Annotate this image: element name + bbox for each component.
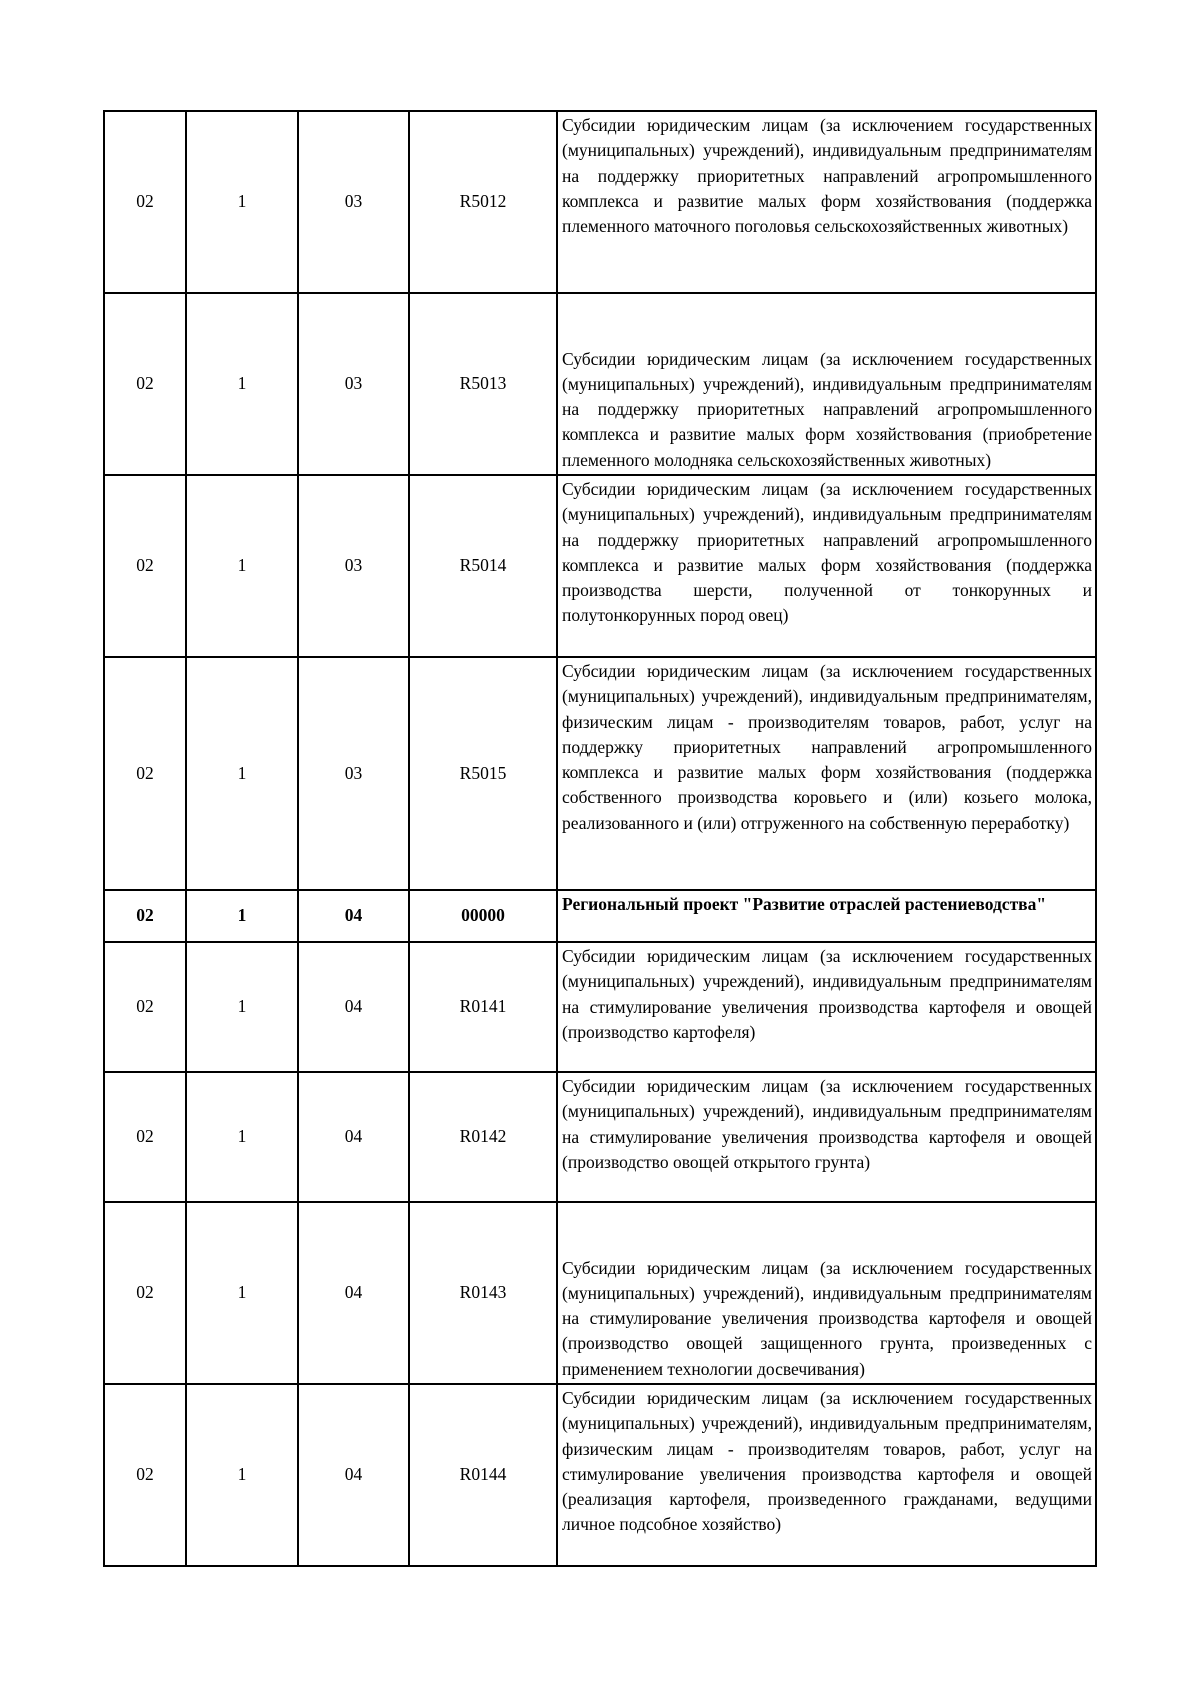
event-code-cell: 04 bbox=[298, 1384, 409, 1566]
event-code-cell: 04 bbox=[298, 890, 409, 942]
subprogram-code-cell: 1 bbox=[186, 1072, 298, 1202]
description-cell: Субсидии юридическим лицам (за исключением государственных (муниципальных) учреждений), индивидуальным предпринимателям на стимулирование увеличения производства картофеля и овощей (производство овощей открытого грунта) bbox=[557, 1072, 1096, 1202]
subprogram-code-cell: 1 bbox=[186, 293, 298, 475]
direction-code-cell: R5012 bbox=[409, 111, 557, 293]
event-code-cell: 04 bbox=[298, 942, 409, 1072]
program-code-cell: 02 bbox=[104, 657, 186, 890]
event-code-cell: 03 bbox=[298, 111, 409, 293]
program-code-cell: 02 bbox=[104, 942, 186, 1072]
program-code-cell: 02 bbox=[104, 111, 186, 293]
direction-code-cell: R0141 bbox=[409, 942, 557, 1072]
program-code-cell: 02 bbox=[104, 293, 186, 475]
program-code-cell: 02 bbox=[104, 890, 186, 942]
subprogram-code-cell: 1 bbox=[186, 111, 298, 293]
direction-code-cell: R0144 bbox=[409, 1384, 557, 1566]
direction-code-cell: 00000 bbox=[409, 890, 557, 942]
event-code-cell: 03 bbox=[298, 475, 409, 657]
description-cell: Субсидии юридическим лицам (за исключением государственных (муниципальных) учреждений), индивидуальным предпринимателям на поддержку приоритетных направлений агропромышленного комплекса и развитие малых форм хозяйствования (поддержка племенного маточного поголовья сельскохозяйственных животных) bbox=[557, 111, 1096, 293]
table-row bbox=[104, 293, 1096, 475]
subprogram-code-cell: 1 bbox=[186, 942, 298, 1072]
direction-code-cell: R5013 bbox=[409, 293, 557, 475]
table-row bbox=[104, 475, 1096, 657]
table-row bbox=[104, 942, 1096, 1072]
program-code-cell: 02 bbox=[104, 475, 186, 657]
direction-code-cell: R5015 bbox=[409, 657, 557, 890]
description-cell: Субсидии юридическим лицам (за исключением государственных (муниципальных) учреждений), индивидуальным предпринимателям на стимулирование увеличения производства картофеля и овощей (производство овощей защищенного грунта, произведенных с применением технологии досвечивания) bbox=[557, 1202, 1096, 1384]
direction-code-cell: R0142 bbox=[409, 1072, 557, 1202]
event-code-cell: 04 bbox=[298, 1202, 409, 1384]
table-row bbox=[104, 1384, 1096, 1566]
description-cell: Субсидии юридическим лицам (за исключением государственных (муниципальных) учреждений), индивидуальным предпринимателям на поддержку приоритетных направлений агропромышленного комплекса и развитие малых форм хозяйствования (приобретение племенного молодняка сельскохозяйственных животных) bbox=[557, 293, 1096, 475]
description-cell: Субсидии юридическим лицам (за исключением государственных (муниципальных) учреждений), индивидуальным предпринимателям на стимулирование увеличения производства картофеля и овощей (производство картофеля) bbox=[557, 942, 1096, 1072]
table-row bbox=[104, 1072, 1096, 1202]
description-cell: Субсидии юридическим лицам (за исключением государственных (муниципальных) учреждений), индивидуальным предпринимателям, физическим лицам - производителям товаров, работ, услуг на стимулирование увеличения производства картофеля и овощей (реализация картофеля, произведенного гражданами, ведущими личное подсобное хозяйство) bbox=[557, 1384, 1096, 1566]
description-cell: Региональный проект "Развитие отраслей растениеводства" bbox=[557, 890, 1096, 942]
direction-code-cell: R0143 bbox=[409, 1202, 557, 1384]
program-code-cell: 02 bbox=[104, 1072, 186, 1202]
event-code-cell: 03 bbox=[298, 657, 409, 890]
event-code-cell: 04 bbox=[298, 1072, 409, 1202]
budget-classification-table bbox=[103, 110, 1097, 1567]
program-code-cell: 02 bbox=[104, 1384, 186, 1566]
subprogram-code-cell: 1 bbox=[186, 890, 298, 942]
description-cell: Субсидии юридическим лицам (за исключением государственных (муниципальных) учреждений), индивидуальным предпринимателям, физическим лицам - производителям товаров, работ, услуг на поддержку приоритетных направлений агропромышленного комплекса и развитие малых форм хозяйствования (поддержка собственного производства коровьего и (или) козьего молока, реализованного и (или) отгруженного на собственную переработку) bbox=[557, 657, 1096, 890]
table-row bbox=[104, 1202, 1096, 1384]
subprogram-code-cell: 1 bbox=[186, 1202, 298, 1384]
event-code-cell: 03 bbox=[298, 293, 409, 475]
table-row bbox=[104, 111, 1096, 293]
table-row bbox=[104, 890, 1096, 942]
description-cell: Субсидии юридическим лицам (за исключением государственных (муниципальных) учреждений), индивидуальным предпринимателям на поддержку приоритетных направлений агропромышленного комплекса и развитие малых форм хозяйствования (поддержка производства шерсти, полученной от тонкорунных и полутонкорунных пород овец) bbox=[557, 475, 1096, 657]
program-code-cell: 02 bbox=[104, 1202, 186, 1384]
direction-code-cell: R5014 bbox=[409, 475, 557, 657]
subprogram-code-cell: 1 bbox=[186, 475, 298, 657]
table-row bbox=[104, 657, 1096, 890]
subprogram-code-cell: 1 bbox=[186, 1384, 298, 1566]
subprogram-code-cell: 1 bbox=[186, 657, 298, 890]
